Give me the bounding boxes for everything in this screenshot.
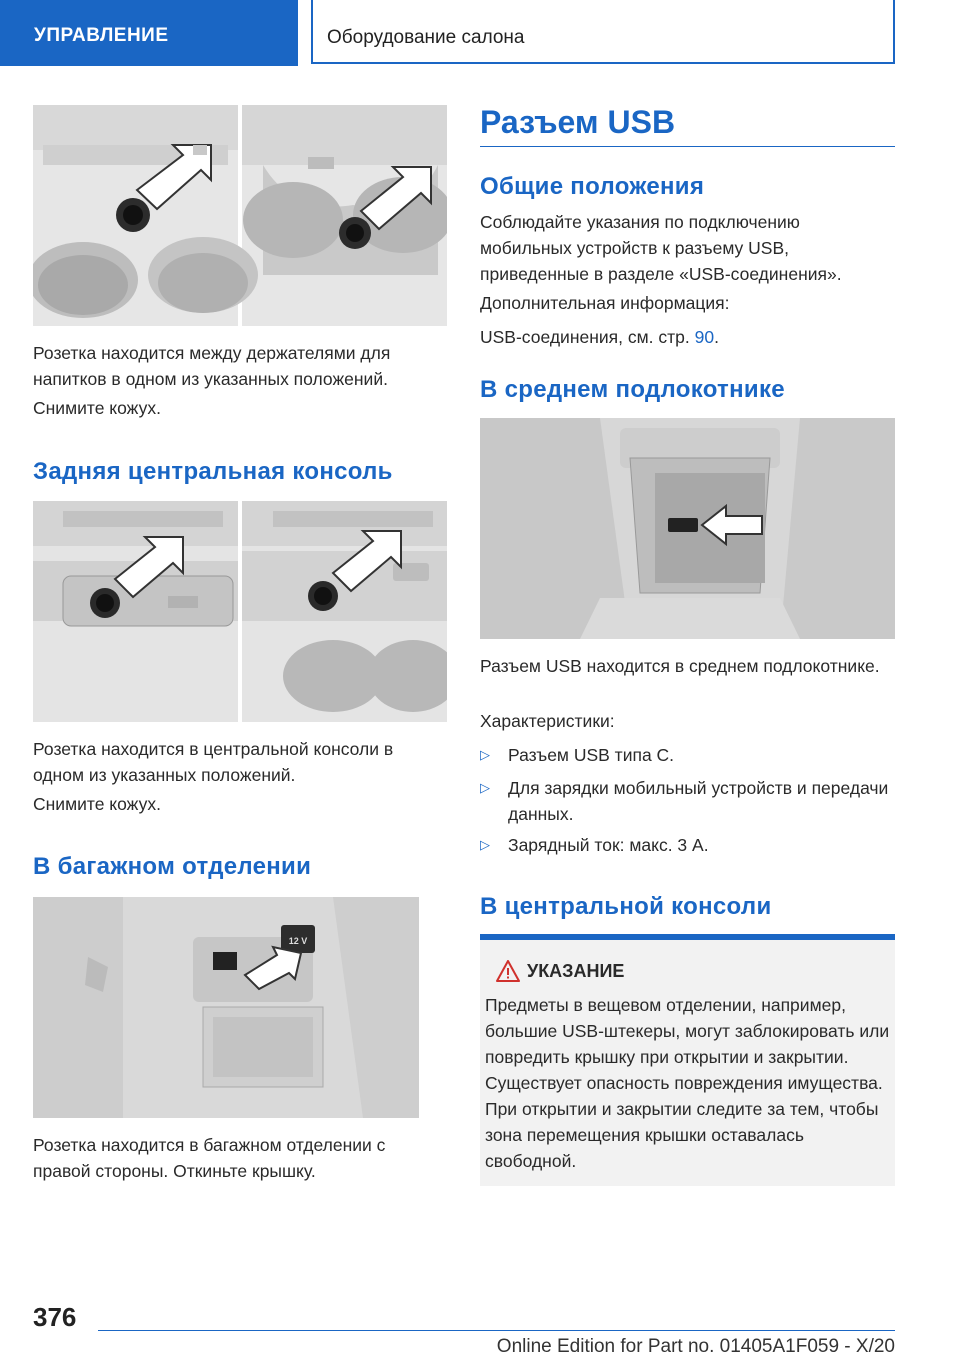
rear-console-illustration [33,501,447,722]
features-label: Характеристики: [480,711,615,731]
trunk-illustration [33,897,419,1118]
heading-general: Общие положения [480,173,705,200]
usb-reference-text: USB-соединения, см. стр. [480,327,695,347]
photo-trunk-socket [33,897,419,1118]
bullet-arrow-icon: ▷ [480,747,490,762]
chapter-title: Оборудование салона [327,27,525,48]
section-title: УПРАВЛЕНИЕ [34,25,169,46]
additional-info-label: Дополнительная информация: [480,293,730,313]
cupholder-illustration [33,105,447,326]
warning-bar [480,934,895,940]
bullet-arrow-icon: ▷ [480,780,490,795]
section-tab [0,0,298,66]
trunk-12v-label: 12 V [288,936,308,946]
feature-text: Разъем USB типа C. [508,745,675,765]
feature-item-usb-type [480,742,895,768]
bullet-arrow-icon: ▷ [480,837,490,852]
warning-box [480,934,895,1186]
rear-console-instruction: Снимите кожух. [33,794,161,814]
heading-armrest: В среднем подлокотнике [480,376,785,403]
chapter-header [311,0,895,64]
page-link-90[interactable]: 90 [694,327,715,347]
cupholder-instruction: Снимите кожух. [33,398,161,418]
feature-item-current [480,832,895,858]
warning-triangle-icon [496,960,520,982]
cupholder-description: Розетка находится между держателями для напитков в одном из указанных положений. [33,343,391,389]
usb-reference-end: . [714,327,719,347]
feature-item-charging [480,775,895,827]
photo-cupholder-socket [33,105,447,326]
general-description: Соблюдайте указания по подключению мобильных устройств к разъему USB, приведенные в разделе «USB-соединения». [480,212,842,284]
trunk-description: Розетка находится в багажном отделении с правой стороны. Откиньте крышку. [33,1135,386,1181]
armrest-description: Разъем USB находится в среднем подлокотнике. [480,656,880,676]
page-title: Разъем USB [480,104,676,140]
armrest-illustration [480,418,895,639]
footer-edition: Online Edition for Part no. 01405A1F059 - X/20 [496,1336,895,1357]
title-rule [480,146,895,147]
heading-center-console: В центральной консоли [480,893,772,920]
heading-rear-console: Задняя центральная консоль [33,458,393,485]
warning-title: УКАЗАНИЕ [527,961,625,981]
rear-console-description: Розетка находится в центральной консоли в одном из указанных положений. [33,739,394,785]
photo-armrest-usb [480,418,895,639]
heading-trunk: В багажном отделении [33,853,312,880]
photo-rear-console-socket [33,501,447,722]
warning-text: Предметы в вещевом отделении, например, большие USB-штекеры, могут заблокировать или повредить крышку при открытии и закрытии. Существует опасность повреждения имущества. При открытии и закрытии следите за тем, чтобы зона перемещения крышки оставалась свободной. [485,995,890,1171]
feature-text: Зарядный ток: макс. 3 A. [508,835,709,855]
page-number: 376 [33,1302,77,1332]
usb-reference [480,324,895,350]
footer-rule [98,1330,895,1331]
feature-text: Для зарядки мобильный устройств и передачи данных. [508,778,889,824]
